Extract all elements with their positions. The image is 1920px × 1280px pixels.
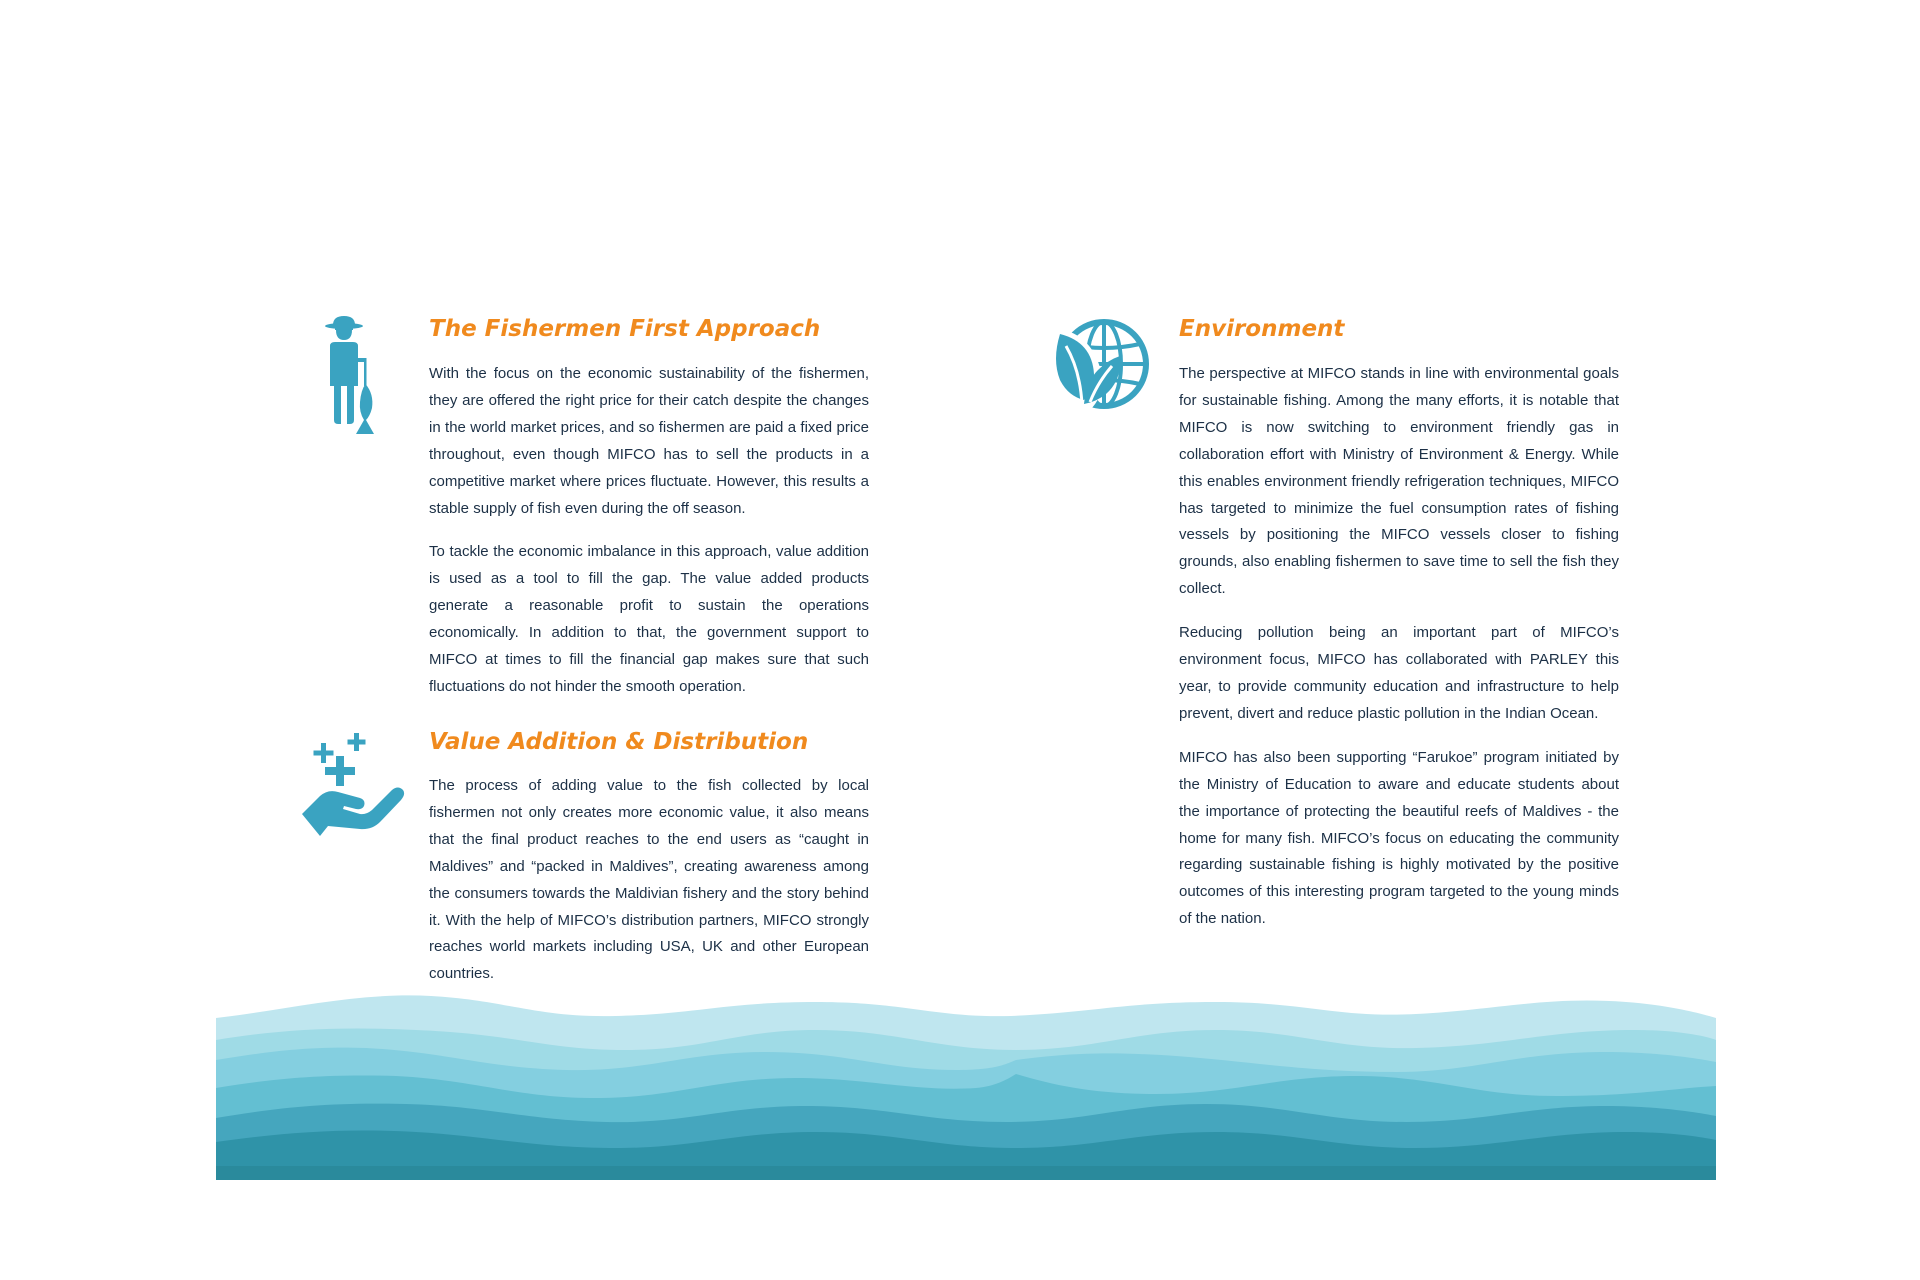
environment-section-body — [1179, 361, 1619, 950]
hand-with-plus-signs-icon — [302, 730, 408, 836]
environment-paragraph-1: The perspective at MIFCO stands in line with environmental goals for sustainable fishing. Among the many efforts, it is notable that MIFCO is now switching to environment friendly gas in collaboration effort with Ministry of Environment & Energy. While this enables environment friendly refrigeration techniques, MIFCO has targeted to minimize the fuel consumption rates of fishing vessels by positioning the MIFCO vessels closer to fishing grounds, also enabling fishermen to save time to sell the fish they collect. — [1179, 365, 1619, 598]
value-addition-section-body — [429, 773, 869, 1005]
environment-paragraph-2: Reducing pollution being an important part of MIFCO’s environment focus, MIFCO has collaborated with PARLEY this year, to provide community education and infrastructure to help prevent, divert and reduce plastic pollution in the Indian Ocean. — [1179, 624, 1619, 722]
fishermen-section-body — [429, 361, 869, 718]
fishermen-paragraph-1: With the focus on the economic sustainability of the fishermen, they are offered the right price for their catch despite the changes in the world market prices, and so fishermen are paid a fixed price throughout, even though MIFCO has to sell the products in a competitive market where prices fluctuate. However, this results a stable supply of fish even during the off season. — [429, 365, 869, 517]
environment-section-title: Environment — [1179, 316, 1345, 342]
globe-with-leaves-icon — [1046, 316, 1154, 412]
value-addition-section-title: Value Addition & Distribution — [429, 729, 809, 755]
environment-paragraph-3: MIFCO has also been supporting “Farukoe” program initiated by the Ministry of Education to aware and educate students about the importance of protecting the beautiful reefs of Maldives - the home for many fish. MIFCO’s focus on educating the community regarding sustainable fishing is highly motivated by the positive outcomes of this interesting program targeted to the young minds of the nation. — [1179, 748, 1619, 928]
fisherman-with-fish-icon — [318, 316, 390, 438]
fishermen-paragraph-2: To tackle the economic imbalance in this approach, value addition is used as a tool to fill the gap. The value added products generate a reasonable profit to sustain the operations economically. In addition to that, the government support to MIFCO at times to fill the financial gap makes sure that such fluctuations do not hinder the smooth operation. — [429, 543, 869, 695]
value-addition-paragraph-1: The process of adding value to the fish collected by local fishermen not only creates more economic value, it also means that the final product reaches to the end users as “caught in Maldives” and “packed in Maldives”, creating awareness among the consumers towards the Maldivian fishery and the story behind it. With the help of MIFCO’s distribution partners, MIFCO strongly reaches world markets including USA, UK and other European countries. — [429, 777, 869, 983]
ocean-waves-banner — [216, 990, 1716, 1180]
fishermen-section-title: The Fishermen First Approach — [429, 316, 821, 342]
